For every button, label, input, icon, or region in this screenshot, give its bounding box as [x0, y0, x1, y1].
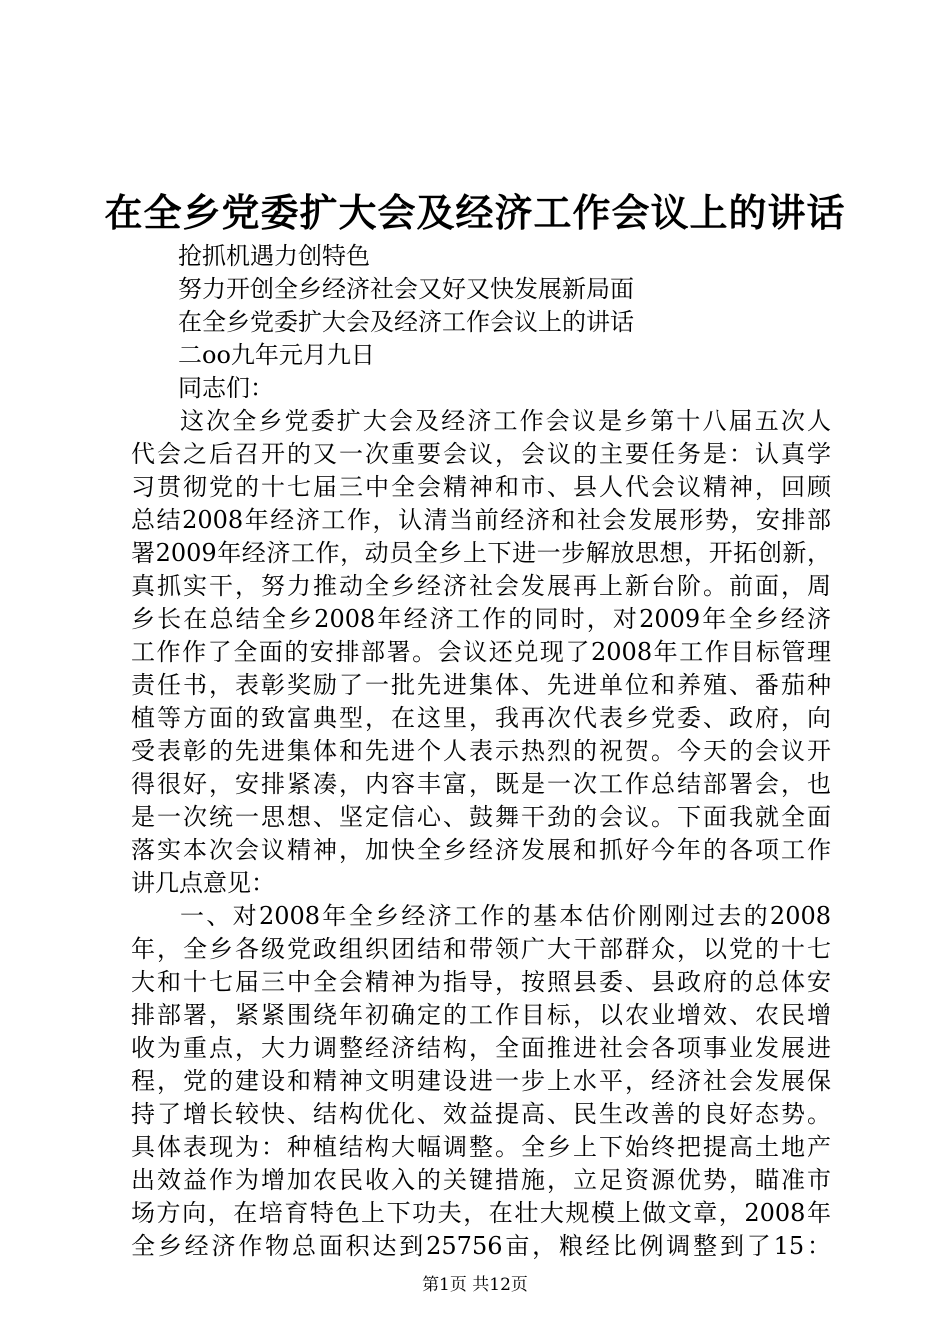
text-line: 场方向，在培育特色上下功夫，在壮大规模上做文章，2008年: [131, 1199, 831, 1227]
text-line: 讲几点意见：: [131, 869, 275, 897]
subtitle-line: 在全乡党委扩大会及经济工作会议上的讲话: [178, 308, 634, 336]
text-line: 程，党的建设和精神文明建设进一步上水平，经济社会发展保: [131, 1067, 831, 1095]
text-line: 出效益作为增加农民收入的关键措施，立足资源优势，瞄准市: [131, 1166, 831, 1194]
text-line: 落实本次会议精神，加快全乡经济发展和抓好今年的各项工作: [131, 836, 831, 864]
date-line: 二oo九年元月九日: [178, 341, 375, 369]
text-line: 是一次统一思想、坚定信心、鼓舞干劲的会议。下面我就全面: [131, 803, 831, 831]
text-line: 这次全乡党委扩大会及经济工作会议是乡第十八届五次人: [180, 407, 831, 435]
text-line: 代会之后召开的又一次重要会议，会议的主要任务是：认真学: [131, 440, 831, 468]
text-line: 责任书，表彰奖励了一批先进集体、先进单位和养殖、番茄种: [131, 671, 831, 699]
salutation: 同志们：: [178, 374, 274, 402]
text-line: 工作作了全面的安排部署。会议还兑现了2008年工作目标管理: [131, 638, 831, 666]
text-line: 排部署，紧紧围绕年初确定的工作目标，以农业增效、农民增: [131, 1001, 831, 1029]
text-line: 署2009年经济工作，动员全乡上下进一步解放思想，开拓创新，: [131, 539, 831, 567]
text-line: 收为重点，大力调整经济结构，全面推进社会各项事业发展进: [131, 1034, 831, 1062]
text-line: 总结2008年经济工作，认清当前经济和社会发展形势，安排部: [131, 506, 831, 534]
subtitle-line: 抢抓机遇力创特色: [178, 242, 370, 270]
text-line: 受表彰的先进集体和先进个人表示热烈的祝贺。今天的会议开: [131, 737, 831, 765]
text-line: 植等方面的致富典型，在这里，我再次代表乡党委、政府，向: [131, 704, 831, 732]
text-line: 全乡经济作物总面积达到25756亩，粮经比例调整到了15：: [131, 1232, 831, 1260]
text-line: 年，全乡各级党政组织团结和带领广大干部群众，以党的十七: [131, 935, 831, 963]
text-line: 真抓实干，努力推动全乡经济社会发展再上新台阶。前面，周: [131, 572, 831, 600]
subtitle-line: 努力开创全乡经济社会又好又快发展新局面: [178, 275, 634, 303]
text-line: 持了增长较快、结构优化、效益提高、民生改善的良好态势。: [131, 1100, 831, 1128]
text-line: 乡长在总结全乡2008年经济工作的同时，对2009年全乡经济: [131, 605, 831, 633]
document-title: 在全乡党委扩大会及经济工作会议上的讲话: [104, 190, 846, 235]
text-line: 习贯彻党的十七届三中全会精神和市、县人代会议精神，回顾: [131, 473, 831, 501]
text-line: 大和十七届三中全会精神为指导，按照县委、县政府的总体安: [131, 968, 831, 996]
text-line: 得很好，安排紧凑，内容丰富，既是一次工作总结部署会，也: [131, 770, 831, 798]
text-line: 具体表现为：种植结构大幅调整。全乡上下始终把提高土地产: [131, 1133, 831, 1161]
page-footer: 第1页 共12页: [422, 1275, 528, 1295]
text-line: 一、对2008年全乡经济工作的基本估价刚刚过去的2008: [180, 902, 831, 930]
